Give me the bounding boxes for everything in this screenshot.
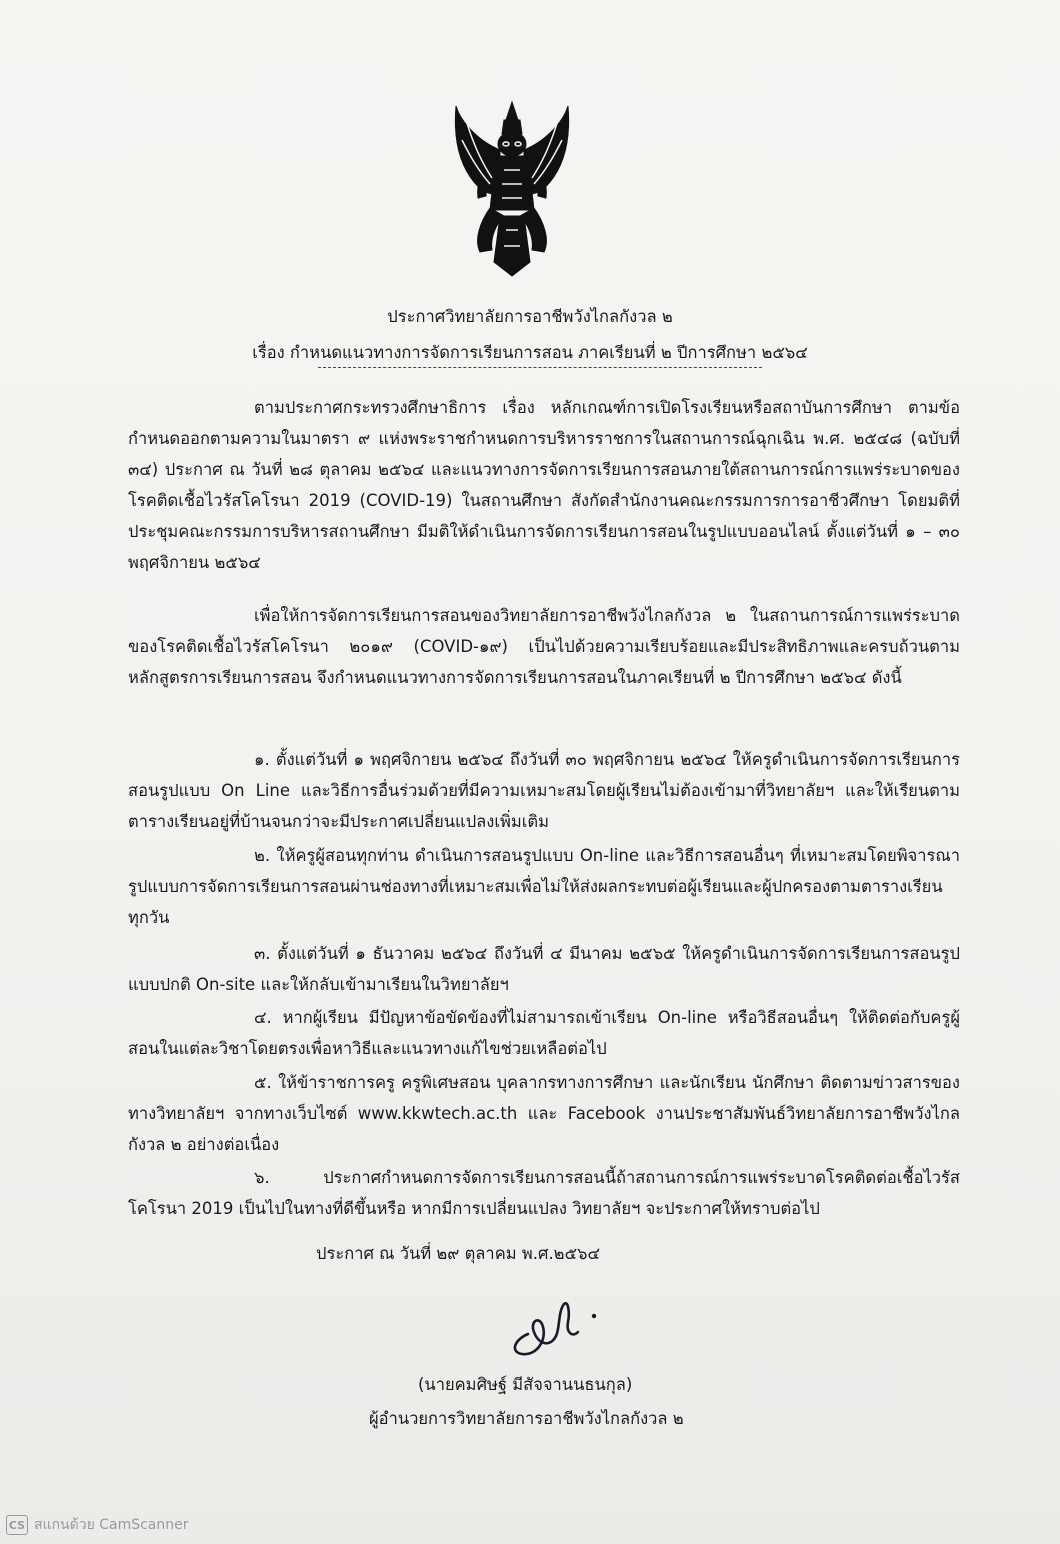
item-text: ๑. ตั้งแต่วันที่ ๑ พฤศจิกายน ๒๕๖๔ ถึงวันที่ ๓๐ พฤศจิกายน ๒๕๖๔ ให้ครูดำเนินการจัดการเรียนการสอนรูปแบบ On Line และวิธีการอื่นร่วมด้วยที่มีความเหมาะสมโดยผู้เรียนไม่ต้องเข้ามาที่วิทยาลัยฯ และให้เรียนตามตารางเรียนอยู่ที่บ้านจนกว่าจะมีประกาศเปลี่ยนแปลงเพิ่มเติม xyxy=(128,750,960,831)
list-item xyxy=(128,1067,960,1160)
purpose-text: เพื่อให้การจัดการเรียนการสอนของวิทยาลัยการอาชีพวังไกลกังวล ๒ ในสถานการณ์การแพร่ระบาดของโรคติดเชื้อไวรัสโคโรนา ๒๐๑๙ (COVID-๑๙) เป็นไปด้วยความเรียบร้อยและมีประสิทธิภาพและครบถ้วนตามหลักสูตรการเรียนการสอน จึงกำหนดแนวทางการจัดการเรียนการสอนในภาคเรียนที่ ๒ ปีการศึกษา ๒๕๖๔ ดังนี้ xyxy=(128,606,960,687)
intro-paragraph xyxy=(128,392,960,578)
list-item xyxy=(128,744,960,837)
announcement-subject: เรื่อง กำหนดแนวทางการจัดการเรียนการสอน ภาคเรียนที่ ๒ ปีการศึกษา ๒๕๖๔ xyxy=(252,343,808,362)
camscanner-logo: CS xyxy=(6,1515,28,1535)
purpose-paragraph xyxy=(128,600,960,693)
garuda-emblem-icon xyxy=(446,100,578,278)
item-text: ๔. หากผู้เรียน มีปัญหาข้อขัดข้องที่ไม่สามารถเข้าเรียน On-line หรือวิธีสอนอื่นๆ ให้ติดต่อกับครูผู้สอนในแต่ละวิชาโดยตรงเพื่อหาวิธีและแนวทางแก้ไขช่วยเหลือต่อไป xyxy=(128,1008,960,1058)
list-item xyxy=(128,840,960,933)
signatory-name: (นายคมศิษฐ์ มีสัจจานนธนกุล) xyxy=(418,1375,633,1394)
list-item xyxy=(128,1002,960,1064)
list-item xyxy=(128,1162,960,1224)
header-divider xyxy=(318,367,762,368)
item-text: ๒. ให้ครูผู้สอนทุกท่าน ดำเนินการสอนรูปแบบ On-line และวิธีการสอนอื่นๆ ที่เหมาะสมโดยพิจารณารูปแบบการจัดการเรียนการสอนผ่านช่องทางที่เหมาะสมเพื่อไม่ให้ส่งผลกระทบต่อผู้เรียนและผู้ปกครองตามตารางเรียนทุกวัน xyxy=(128,846,960,927)
camscanner-text: สแกนด้วย CamScanner xyxy=(34,1517,189,1533)
announcement-title: ประกาศวิทยาลัยการอาชีพวังไกลกังวล ๒ xyxy=(387,307,673,326)
intro-text: ตามประกาศกระทรวงศึกษาธิการ เรื่อง หลักเกณฑ์การเปิดโรงเรียนหรือสถาบันการศึกษา ตามข้อกำหนดออกตามความในมาตรา ๙ แห่งพระราชกำหนดการบริหารราชการในสถานการณ์ฉุกเฉิน พ.ศ. ๒๕๔๘ (ฉบับที่ ๓๔) ประกาศ ณ วันที่ ๒๘ ตุลาคม ๒๕๖๔ และแนวทางการจัดการเรียนการสอนภายใต้สถานการณ์การแพร่ระบาดของโรคติดเชื้อไวรัสโคโรนา 2019 (COVID-19) ในสถานศึกษา สังกัดสำนักงานคณะกรรมการการอาชีวศึกษา โดยมติที่ประชุมคณะกรรมการบริหารสถานศึกษา มีมติให้ดำเนินการจัดการเรียนการสอนในรูปแบบออนไลน์ ตั้งแต่วันที่ ๑ – ๓๐ พฤศจิกายน ๒๕๖๔ xyxy=(128,398,960,572)
item-text: ๓. ตั้งแต่วันที่ ๑ ธันวาคม ๒๕๖๔ ถึงวันที่ ๔ มีนาคม ๒๕๖๕ ให้ครูดำเนินการจัดการเรียนการสอนรูปแบบปกติ On-site และให้กลับเข้ามาเรียนในวิทยาลัยฯ xyxy=(128,944,960,994)
item-text: ๖. ประกาศกำหนดการจัดการเรียนการสอนนี้ถ้าสถานการณ์การแพร่ระบาดโรคติดต่อเชื้อไวรัสโคโรนา 2019 เป็นไปในทางที่ดีขึ้นหรือ หากมีการเปลี่ยนแปลง วิทยาลัยฯ จะประกาศให้ทราบต่อไป xyxy=(128,1168,960,1218)
item-text: ๕. ให้ข้าราชการครู ครูพิเศษสอน บุคลากรทางการศึกษา และนักเรียน นักศึกษา ติดตามข่าวสารของทางวิทยาลัยฯ จากทางเว็บไซต์ www.kkwtech.ac.th และ Facebook งานประชาสัมพันธ์วิทยาลัยการอาชีพวังไกลกังวล ๒ อย่างต่อเนื่อง xyxy=(128,1073,960,1154)
list-item xyxy=(128,938,960,1000)
handwritten-signature xyxy=(498,1282,608,1362)
announcement-date: ประกาศ ณ วันที่ ๒๙ ตุลาคม พ.ศ.๒๕๖๔ xyxy=(316,1244,601,1263)
camscanner-watermark xyxy=(6,1514,189,1536)
signatory-position: ผู้อำนวยการวิทยาลัยการอาชีพวังไกลกังวล ๒ xyxy=(369,1409,684,1428)
